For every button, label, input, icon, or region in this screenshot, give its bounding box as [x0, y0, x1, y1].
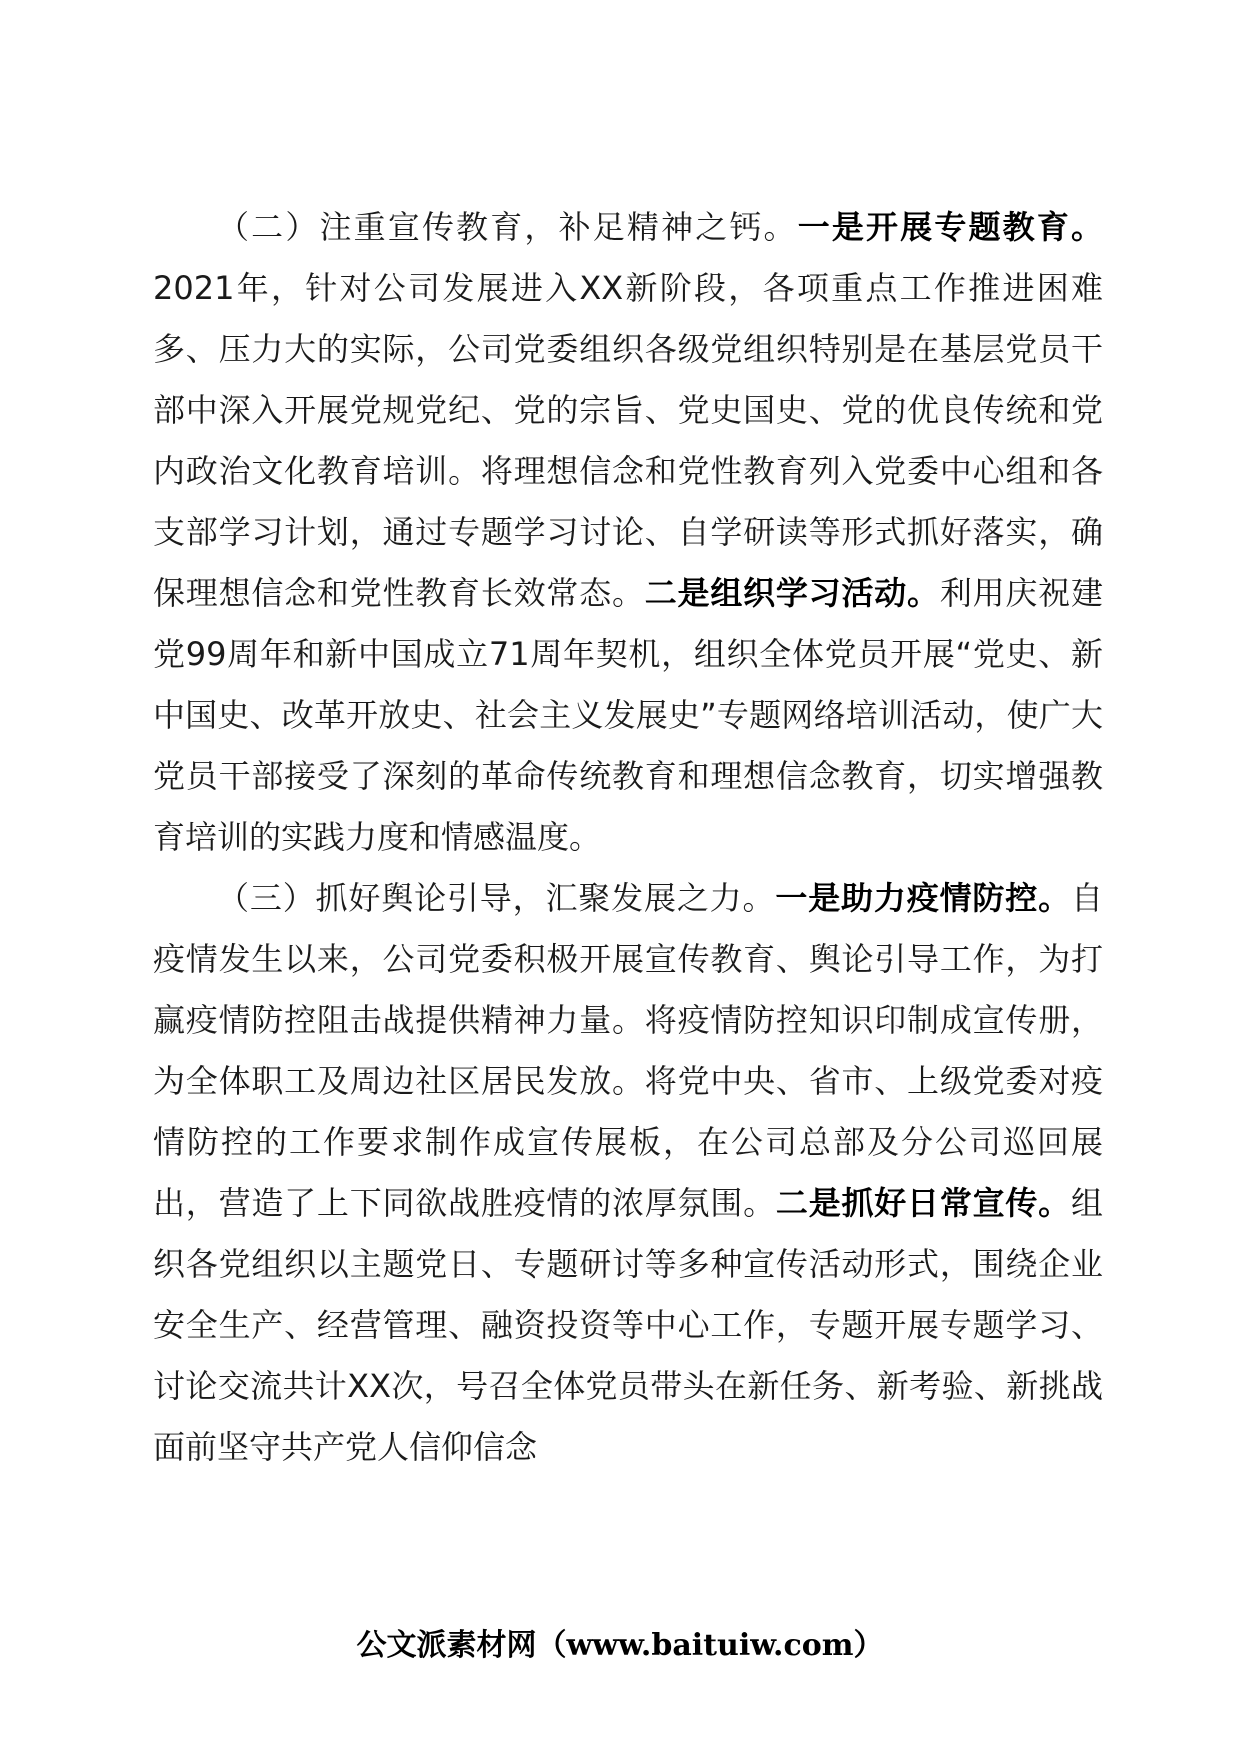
- para-3-point-2-text: 组织各党组织以主题党日、专题研讨等多种宣传活动形式，围绕企业安全生产、经营管理、融资投资等中心工作，专题开展专题学习、讨论交流共计XX次，号召全体党员带头在新任务、新考验、新挑战面前坚守共产党人信仰信念: [153, 1184, 1103, 1466]
- para-2-text: （二）注重宣传教育，补足精神之钙。: [217, 208, 798, 246]
- para-3-point-1-text: 自疫情发生以来，公司党委积极开展宣传教育、舆论引导工作，为打赢疫情防控阻击战提供精神力量。将疫情防控知识印制成宣传册，为全体职工及周边社区居民发放。将党中央、省市、上级党委对疫情防控的工作要求制作成宣传展板，在公司总部及分公司巡回展出，营造了上下同欲战胜疫情的浓厚氛围。: [153, 879, 1103, 1222]
- footer-watermark: 公文派素材网（www.baituiw.com）: [356, 1628, 884, 1663]
- para-3-text: （三）抓好舆论引导，汇聚发展之力。: [217, 879, 776, 917]
- paragraph-3: [153, 868, 1103, 1478]
- para-3-point-1-heading: 一是助力疫情防控。: [775, 879, 1071, 917]
- para-2-point-2-text: 利用庆祝建党99周年和新中国成立71周年契机，组织全体党员开展“党史、新中国史、改革开放史、社会主义发展史”专题网络培训活动，使广大党员干部接受了深刻的革命传统教育和理想信念教育，切实增强教育培训的实践力度和情感温度。: [153, 574, 1103, 856]
- para-2-point-2-heading: 二是组织学习活动。: [644, 574, 940, 612]
- paragraph-2: [153, 197, 1103, 868]
- document-body: [153, 197, 1103, 1478]
- para-3-point-2-heading: 二是抓好日常宣传。: [775, 1184, 1071, 1222]
- para-2-point-1-heading: 一是开展专题教育。: [797, 208, 1103, 246]
- para-2-point-1-text: 2021年，针对公司发展进入XX新阶段，各项重点工作推进困难多、压力大的实际，公司党委组织各级党组织特别是在基层党员干部中深入开展党规党纪、党的宗旨、党史国史、党的优良传统和党内政治文化教育培训。将理想信念和党性教育列入党委中心组和各支部学习计划，通过专题学习讨论、自学研读等形式抓好落实，确保理想信念和党性教育长效常态。: [153, 269, 1103, 612]
